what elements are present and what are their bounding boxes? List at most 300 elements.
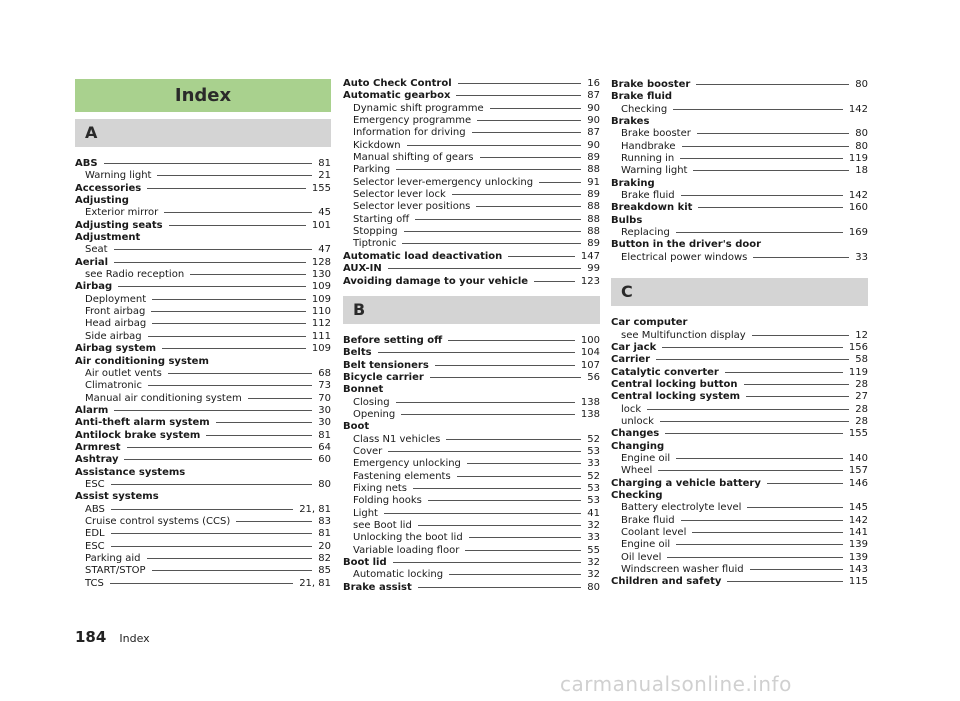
index-entry bbox=[343, 238, 600, 250]
index-entry bbox=[75, 244, 331, 256]
dot-leader bbox=[752, 335, 850, 336]
entry-term: Dynamic shift programme bbox=[353, 102, 484, 114]
entry-term: Central locking system bbox=[611, 391, 741, 403]
dot-leader bbox=[190, 274, 306, 275]
entry-page-ref: 32 bbox=[587, 557, 600, 569]
index-entry bbox=[75, 565, 331, 577]
entry-page-ref: 87 bbox=[587, 127, 600, 139]
entry-list-b bbox=[343, 335, 600, 594]
entry-page-ref: 140 bbox=[848, 452, 868, 464]
entry-page-ref: 80 bbox=[318, 478, 331, 490]
dot-leader bbox=[430, 377, 581, 378]
entry-term: Engine oil bbox=[621, 452, 671, 464]
entry-page-ref: 52 bbox=[587, 470, 600, 482]
entry-term: Carrier bbox=[611, 354, 651, 366]
entry-term: Belt tensioners bbox=[343, 359, 429, 371]
index-entry bbox=[75, 269, 331, 281]
entry-term: Checking bbox=[611, 489, 663, 501]
index-entry bbox=[343, 545, 600, 557]
entry-term: Fixing nets bbox=[353, 482, 407, 494]
entry-term: Armrest bbox=[75, 441, 121, 453]
index-entry bbox=[611, 128, 868, 140]
entry-term: Bulbs bbox=[611, 214, 643, 226]
index-entry bbox=[611, 564, 868, 576]
entry-term: Information for driving bbox=[353, 127, 466, 139]
index-entry bbox=[343, 508, 600, 520]
index-entry bbox=[343, 201, 600, 213]
index-entry bbox=[611, 227, 868, 239]
dot-leader bbox=[393, 562, 582, 563]
footer-section-label: Index bbox=[119, 632, 150, 645]
index-entry bbox=[343, 263, 600, 275]
entry-term: Coolant level bbox=[621, 527, 687, 538]
entry-page-ref: 115 bbox=[848, 576, 868, 588]
watermark: carmanualsonline.info bbox=[560, 672, 792, 696]
dot-leader bbox=[388, 268, 582, 269]
entry-term: Kickdown bbox=[353, 139, 401, 151]
index-entry bbox=[343, 372, 600, 384]
index-entry bbox=[611, 502, 868, 514]
dot-leader bbox=[692, 532, 843, 533]
entry-term: Avoiding damage to your vehicle bbox=[343, 275, 529, 287]
entry-term: EDL bbox=[85, 528, 105, 540]
page-number: 184 bbox=[75, 628, 107, 646]
entry-term: Brake booster bbox=[621, 128, 691, 140]
entry-term: AUX-IN bbox=[343, 263, 382, 275]
dot-leader bbox=[401, 414, 575, 415]
index-entry bbox=[343, 78, 600, 90]
dot-leader bbox=[168, 373, 312, 374]
entry-page-ref: 53 bbox=[587, 495, 600, 507]
entry-page-ref: 88 bbox=[587, 164, 600, 176]
index-column-3 bbox=[611, 79, 868, 589]
entry-page-ref: 155 bbox=[311, 182, 331, 194]
dot-leader bbox=[681, 520, 843, 521]
entry-page-ref: 12 bbox=[855, 329, 868, 341]
dot-leader bbox=[415, 219, 581, 220]
dot-leader bbox=[111, 484, 313, 485]
entry-term: Car computer bbox=[611, 317, 688, 329]
index-entry bbox=[611, 465, 868, 477]
entry-term: Belts bbox=[343, 347, 372, 359]
entry-term: see Boot lid bbox=[353, 520, 412, 531]
dot-leader bbox=[696, 84, 849, 85]
entry-term: Central locking button bbox=[611, 378, 738, 390]
entry-term: TCS bbox=[85, 577, 104, 589]
entry-term: Boot bbox=[343, 421, 370, 433]
entry-term: Emergency unlocking bbox=[353, 458, 461, 470]
entry-term: Variable loading floor bbox=[353, 544, 460, 556]
entry-term: Stopping bbox=[353, 226, 398, 238]
index-entry bbox=[75, 528, 331, 540]
entry-term: Oil level bbox=[621, 551, 662, 563]
dot-leader bbox=[446, 439, 581, 440]
dot-leader bbox=[104, 163, 313, 164]
entry-term: Catalytic converter bbox=[611, 366, 719, 378]
letter-heading-b: B bbox=[343, 296, 600, 324]
dot-leader bbox=[477, 120, 581, 121]
entry-term: Bicycle carrier bbox=[343, 371, 424, 383]
entry-term: Brake assist bbox=[343, 581, 412, 593]
index-entry bbox=[611, 342, 868, 354]
entry-term: Aerial bbox=[75, 256, 109, 268]
dot-leader bbox=[456, 95, 581, 96]
index-entry bbox=[75, 195, 331, 207]
dot-leader bbox=[147, 558, 313, 559]
dot-leader bbox=[435, 365, 575, 366]
dot-leader bbox=[747, 507, 842, 508]
entry-page-ref: 89 bbox=[587, 238, 600, 250]
index-entry bbox=[611, 215, 868, 227]
dot-leader bbox=[744, 384, 850, 385]
entry-term: ESC bbox=[85, 540, 105, 552]
dot-leader bbox=[147, 188, 306, 189]
entry-page-ref: 33 bbox=[855, 251, 868, 263]
entry-page-ref: 101 bbox=[311, 219, 331, 231]
entry-term: Auto Check Control bbox=[343, 78, 452, 89]
entry-page-ref: 20 bbox=[318, 540, 331, 552]
entry-term: Alarm bbox=[75, 404, 109, 416]
dot-leader bbox=[162, 348, 306, 349]
entry-page-ref: 89 bbox=[587, 152, 600, 164]
entry-page-ref: 90 bbox=[587, 115, 600, 127]
index-entry bbox=[343, 347, 600, 359]
entry-term: Air conditioning system bbox=[75, 355, 209, 367]
index-entry bbox=[75, 479, 331, 491]
entry-page-ref: 81 bbox=[318, 158, 331, 169]
dot-leader bbox=[418, 587, 582, 588]
entry-term: Selector lever positions bbox=[353, 201, 471, 213]
entry-term: Breakdown kit bbox=[611, 202, 693, 214]
entry-page-ref: 138 bbox=[580, 396, 600, 408]
dot-leader bbox=[114, 410, 312, 411]
dot-leader bbox=[114, 262, 306, 263]
entry-page-ref: 169 bbox=[848, 227, 868, 239]
entry-list-c bbox=[611, 317, 868, 589]
dot-leader bbox=[727, 581, 842, 582]
entry-page-ref: 53 bbox=[587, 445, 600, 457]
index-entry bbox=[611, 354, 868, 366]
dot-leader bbox=[697, 133, 849, 134]
entry-page-ref: 30 bbox=[318, 404, 331, 416]
dot-leader bbox=[164, 212, 312, 213]
entry-page-ref: 56 bbox=[587, 371, 600, 383]
entry-term: Air outlet vents bbox=[85, 367, 162, 379]
dot-leader bbox=[693, 170, 849, 171]
index-entry bbox=[343, 421, 600, 433]
dot-leader bbox=[169, 225, 306, 226]
entry-page-ref: 28 bbox=[855, 415, 868, 427]
dot-leader bbox=[449, 574, 581, 575]
entry-page-ref: 82 bbox=[318, 553, 331, 564]
entry-page-ref: 68 bbox=[318, 367, 331, 379]
dot-leader bbox=[660, 421, 849, 422]
index-entry bbox=[75, 417, 331, 429]
index-entry bbox=[611, 416, 868, 428]
dot-leader bbox=[388, 451, 581, 452]
entry-term: Anti-theft alarm system bbox=[75, 417, 210, 429]
entry-page-ref: 55 bbox=[587, 544, 600, 556]
entry-term: Folding hooks bbox=[353, 495, 422, 507]
entry-term: Brake fluid bbox=[611, 91, 673, 103]
entry-term: Brake fluid bbox=[621, 514, 675, 526]
index-entry bbox=[343, 384, 600, 396]
dot-leader bbox=[152, 323, 306, 324]
entry-term: Starting off bbox=[353, 213, 410, 225]
entry-term: Adjusting seats bbox=[75, 219, 163, 231]
entry-page-ref: 27 bbox=[855, 391, 868, 403]
index-entry bbox=[75, 343, 331, 355]
index-entry bbox=[611, 379, 868, 391]
entry-page-ref: 32 bbox=[587, 520, 600, 531]
letter-heading-c: C bbox=[611, 278, 868, 306]
entry-page-ref: 109 bbox=[311, 343, 331, 355]
index-entry bbox=[611, 515, 868, 527]
entry-page-ref: 33 bbox=[587, 458, 600, 470]
entry-page-ref: 18 bbox=[855, 165, 868, 177]
entry-list-a-cont bbox=[343, 78, 600, 288]
entry-page-ref: 88 bbox=[587, 213, 600, 225]
dot-leader bbox=[428, 500, 581, 501]
entry-page-ref: 128 bbox=[311, 256, 331, 268]
dot-leader bbox=[680, 158, 843, 159]
entry-page-ref: 88 bbox=[587, 226, 600, 238]
entry-term: Light bbox=[353, 507, 378, 519]
entry-term: Replacing bbox=[621, 227, 670, 239]
dot-leader bbox=[236, 521, 312, 522]
dot-leader bbox=[413, 488, 581, 489]
index-entry bbox=[611, 428, 868, 440]
entry-page-ref: 73 bbox=[318, 380, 331, 392]
dot-leader bbox=[472, 132, 582, 133]
index-entry bbox=[343, 582, 600, 594]
entry-term: Brake fluid bbox=[621, 190, 675, 202]
dot-leader bbox=[490, 108, 582, 109]
dot-leader bbox=[118, 286, 306, 287]
entry-term: Deployment bbox=[85, 293, 147, 305]
entry-page-ref: 21, 81 bbox=[299, 577, 331, 589]
index-entry bbox=[343, 140, 600, 152]
entry-term: Windscreen washer fluid bbox=[621, 564, 744, 576]
entry-term: Opening bbox=[353, 408, 396, 420]
entry-page-ref: 119 bbox=[848, 366, 868, 378]
dot-leader bbox=[216, 422, 313, 423]
index-entry bbox=[75, 430, 331, 442]
entry-page-ref: 123 bbox=[580, 275, 600, 287]
entry-page-ref: 139 bbox=[848, 551, 868, 563]
dot-leader bbox=[396, 402, 575, 403]
dot-leader bbox=[647, 409, 849, 410]
dot-leader bbox=[157, 175, 312, 176]
entry-term: Antilock brake system bbox=[75, 429, 201, 441]
entry-term: START/STOP bbox=[85, 565, 146, 577]
entry-term: Tiptronic bbox=[353, 238, 397, 250]
index-entry bbox=[75, 541, 331, 553]
entry-page-ref: 90 bbox=[587, 102, 600, 114]
index-entry bbox=[343, 569, 600, 581]
dot-leader bbox=[378, 352, 575, 353]
entry-term: Parking aid bbox=[85, 553, 141, 564]
entry-page-ref: 157 bbox=[848, 465, 868, 477]
entry-page-ref: 28 bbox=[855, 403, 868, 415]
entry-term: Seat bbox=[85, 244, 108, 256]
entry-term: Front airbag bbox=[85, 306, 146, 318]
dot-leader bbox=[248, 398, 313, 399]
index-entry bbox=[611, 576, 868, 588]
index-entry bbox=[75, 158, 331, 170]
entry-page-ref: 21 bbox=[318, 170, 331, 182]
entry-term: ESC bbox=[85, 478, 105, 490]
entry-page-ref: 89 bbox=[587, 189, 600, 201]
entry-page-ref: 52 bbox=[587, 433, 600, 445]
dot-leader bbox=[767, 483, 843, 484]
entry-term: Airbag bbox=[75, 281, 113, 293]
dot-leader bbox=[457, 476, 582, 477]
index-entry bbox=[343, 214, 600, 226]
index-entry bbox=[75, 491, 331, 503]
entry-term: Parking bbox=[353, 164, 391, 176]
entry-page-ref: 156 bbox=[848, 341, 868, 353]
index-entry bbox=[343, 532, 600, 544]
dot-leader bbox=[698, 207, 842, 208]
dot-leader bbox=[534, 281, 575, 282]
index-entry bbox=[75, 232, 331, 244]
index-entry bbox=[75, 368, 331, 380]
index-entry bbox=[75, 405, 331, 417]
entry-term: Car jack bbox=[611, 341, 657, 353]
entry-page-ref: 80 bbox=[855, 79, 868, 90]
entry-page-ref: 87 bbox=[587, 90, 600, 102]
entry-page-ref: 155 bbox=[848, 428, 868, 440]
entry-term: Wheel bbox=[621, 465, 653, 477]
dot-leader bbox=[467, 463, 581, 464]
entry-term: Boot lid bbox=[343, 557, 387, 569]
index-entry bbox=[75, 294, 331, 306]
dot-leader bbox=[676, 544, 843, 545]
entry-term: Automatic load deactivation bbox=[343, 250, 503, 262]
entry-term: Assist systems bbox=[75, 491, 159, 503]
dot-leader bbox=[725, 372, 843, 373]
entry-page-ref: 109 bbox=[311, 281, 331, 293]
index-entry bbox=[611, 453, 868, 465]
entry-page-ref: 107 bbox=[580, 359, 600, 371]
entry-page-ref: 100 bbox=[580, 334, 600, 346]
dot-leader bbox=[110, 583, 293, 584]
entry-term: Closing bbox=[353, 396, 390, 408]
index-title-banner: Index bbox=[75, 79, 331, 112]
index-entry bbox=[611, 79, 868, 91]
dot-leader bbox=[662, 347, 843, 348]
index-entry bbox=[343, 177, 600, 189]
index-entry bbox=[75, 467, 331, 479]
index-entry bbox=[75, 356, 331, 368]
entry-term: Assistance systems bbox=[75, 466, 186, 478]
entry-term: ABS bbox=[85, 503, 105, 515]
entry-term: Head airbag bbox=[85, 318, 147, 330]
entry-page-ref: 90 bbox=[587, 139, 600, 151]
entry-page-ref: 130 bbox=[311, 269, 331, 281]
entry-term: Cover bbox=[353, 445, 383, 457]
dot-leader bbox=[396, 169, 581, 170]
dot-leader bbox=[206, 435, 312, 436]
index-entry bbox=[343, 276, 600, 288]
entry-term: Electrical power windows bbox=[621, 251, 748, 263]
entry-term: Emergency programme bbox=[353, 115, 472, 127]
index-entry bbox=[611, 490, 868, 502]
entry-page-ref: 141 bbox=[848, 527, 868, 538]
dot-leader bbox=[676, 458, 843, 459]
index-column-1 bbox=[75, 79, 331, 590]
entry-term: Class N1 vehicles bbox=[353, 433, 441, 445]
index-entry bbox=[343, 251, 600, 263]
dot-leader bbox=[458, 83, 582, 84]
entry-page-ref: 88 bbox=[587, 201, 600, 213]
entry-page-ref: 104 bbox=[580, 347, 600, 359]
entry-page-ref: 83 bbox=[318, 515, 331, 527]
entry-page-ref: 47 bbox=[318, 244, 331, 256]
index-entry bbox=[611, 391, 868, 403]
entry-term: Ashtray bbox=[75, 454, 119, 466]
index-entry bbox=[611, 116, 868, 128]
index-entry bbox=[343, 103, 600, 115]
index-entry bbox=[611, 441, 868, 453]
dot-leader bbox=[750, 569, 843, 570]
index-entry bbox=[343, 471, 600, 483]
index-entry bbox=[343, 446, 600, 458]
entry-term: Before setting off bbox=[343, 334, 443, 346]
index-entry bbox=[75, 170, 331, 182]
entry-page-ref: 80 bbox=[855, 128, 868, 140]
entry-page-ref: 119 bbox=[848, 153, 868, 165]
dot-leader bbox=[111, 509, 293, 510]
index-entry bbox=[75, 393, 331, 405]
entry-term: Automatic locking bbox=[353, 569, 444, 581]
index-entry bbox=[343, 520, 600, 532]
index-entry bbox=[75, 207, 331, 219]
dot-leader bbox=[508, 256, 575, 257]
entry-page-ref: 30 bbox=[318, 417, 331, 429]
entry-term: Climatronic bbox=[85, 380, 142, 392]
entry-term: Automatic gearbox bbox=[343, 90, 451, 102]
entry-page-ref: 33 bbox=[587, 532, 600, 544]
dot-leader bbox=[452, 194, 582, 195]
index-entry bbox=[611, 165, 868, 177]
dot-leader bbox=[151, 311, 306, 312]
dot-leader bbox=[676, 232, 843, 233]
index-entry bbox=[75, 220, 331, 232]
entry-term: Changes bbox=[611, 428, 660, 440]
entry-page-ref: 99 bbox=[587, 263, 600, 275]
dot-leader bbox=[465, 550, 581, 551]
entry-page-ref: 91 bbox=[587, 176, 600, 188]
entry-term: Running in bbox=[621, 153, 675, 165]
index-entry bbox=[75, 516, 331, 528]
index-entry bbox=[343, 335, 600, 347]
dot-leader bbox=[469, 537, 582, 538]
index-entry bbox=[611, 252, 868, 264]
entry-page-ref: 81 bbox=[318, 429, 331, 441]
index-entry bbox=[343, 226, 600, 238]
index-entry bbox=[343, 90, 600, 102]
entry-page-ref: 112 bbox=[311, 318, 331, 330]
entry-page-ref: 147 bbox=[580, 250, 600, 262]
entry-term: see Multifunction display bbox=[621, 329, 746, 341]
entry-page-ref: 146 bbox=[848, 477, 868, 489]
entry-page-ref: 64 bbox=[318, 441, 331, 453]
index-entry bbox=[343, 189, 600, 201]
entry-page-ref: 142 bbox=[848, 190, 868, 202]
entry-page-ref: 45 bbox=[318, 207, 331, 219]
